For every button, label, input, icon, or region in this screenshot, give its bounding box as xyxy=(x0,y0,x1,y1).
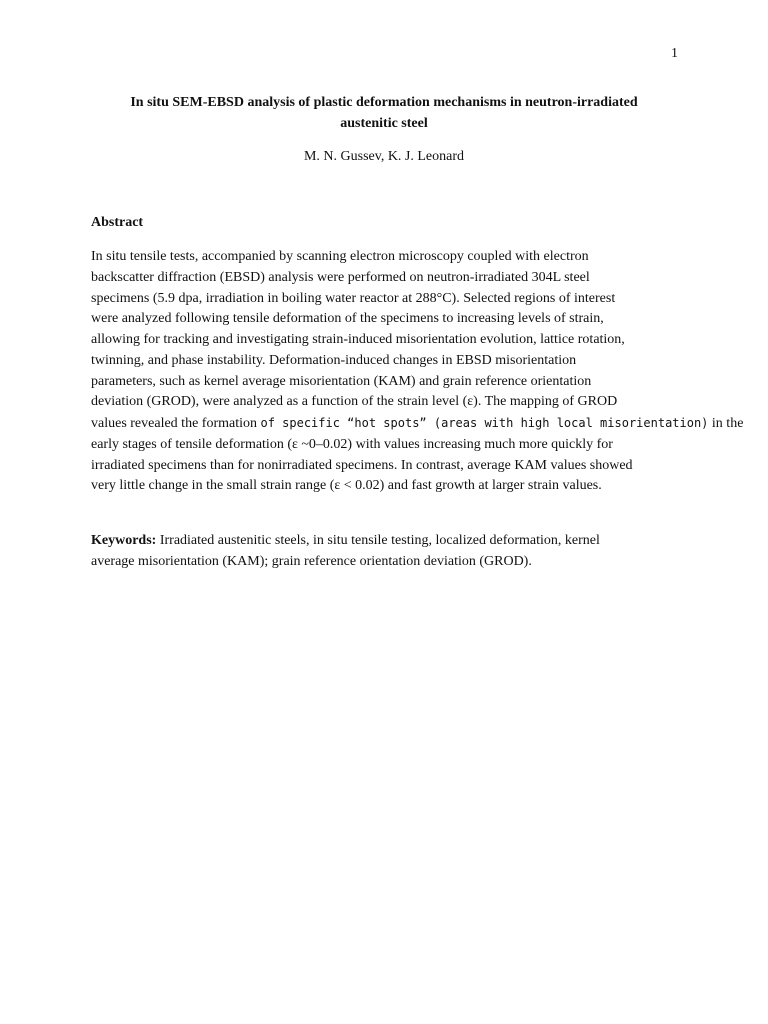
paper-title xyxy=(92,93,676,134)
abstract-line: twinning, and phase instability. Deformation-induced changes in EBSD misorientation xyxy=(91,352,577,368)
keywords-line: average misorientation (KAM); grain reference orientation deviation (GROD). xyxy=(91,553,532,569)
abstract-heading: Abstract xyxy=(91,215,144,230)
author-list: M. N. Gussev, K. J. Leonard xyxy=(303,149,465,164)
keywords-line xyxy=(91,531,681,552)
page-number: 1 xyxy=(671,46,678,61)
abstract-line: deviation (GROD), were analyzed as a function of the strain level (ε). The mapping of GROD xyxy=(91,394,618,410)
title-line-1: In situ SEM-EBSD analysis of plastic deformation mechanisms in neutron-irradiated xyxy=(130,95,638,110)
abstract-line: early stages of tensile deformation (ε ~0–0.02) with values increasing much more quickly for xyxy=(91,436,613,452)
keywords-section xyxy=(91,531,681,573)
keywords-text: Irradiated austenitic steels, in situ tensile testing, localized deformation, kernel xyxy=(156,533,600,548)
keywords-label: Keywords: xyxy=(91,533,157,548)
abstract-line xyxy=(91,413,744,435)
abstract-line-segment: values revealed the formation xyxy=(91,416,261,431)
abstract-line-mono-segment: of specific “hot spots” (areas with high local misorientation) xyxy=(260,416,709,430)
abstract-line-segment: in the xyxy=(708,416,744,431)
abstract-body xyxy=(91,247,744,497)
abstract-line: very little change in the small strain range (ε < 0.02) and fast growth at larger strain values. xyxy=(91,478,602,494)
abstract-line: irradiated specimens than for nonirradiated specimens. In contrast, average KAM values showed xyxy=(91,457,633,473)
abstract-line: parameters, such as kernel average misorientation (KAM) and grain reference orientation xyxy=(91,373,592,389)
abstract-line: specimens (5.9 dpa, irradiation in boiling water reactor at 288°C). Selected regions of interest xyxy=(91,290,616,306)
abstract-line: allowing for tracking and investigating strain-induced misorientation evolution, lattice rotation, xyxy=(91,332,625,347)
title-line-2: austenitic steel xyxy=(340,115,428,131)
abstract-line: were analyzed following tensile deformation of the specimens to increasing levels of strain, xyxy=(91,311,604,327)
abstract-line: In situ tensile tests, accompanied by scanning electron microscopy coupled with electron xyxy=(91,249,589,264)
abstract-line: backscatter diffraction (EBSD) analysis were performed on neutron-irradiated 304L steel xyxy=(91,269,590,285)
